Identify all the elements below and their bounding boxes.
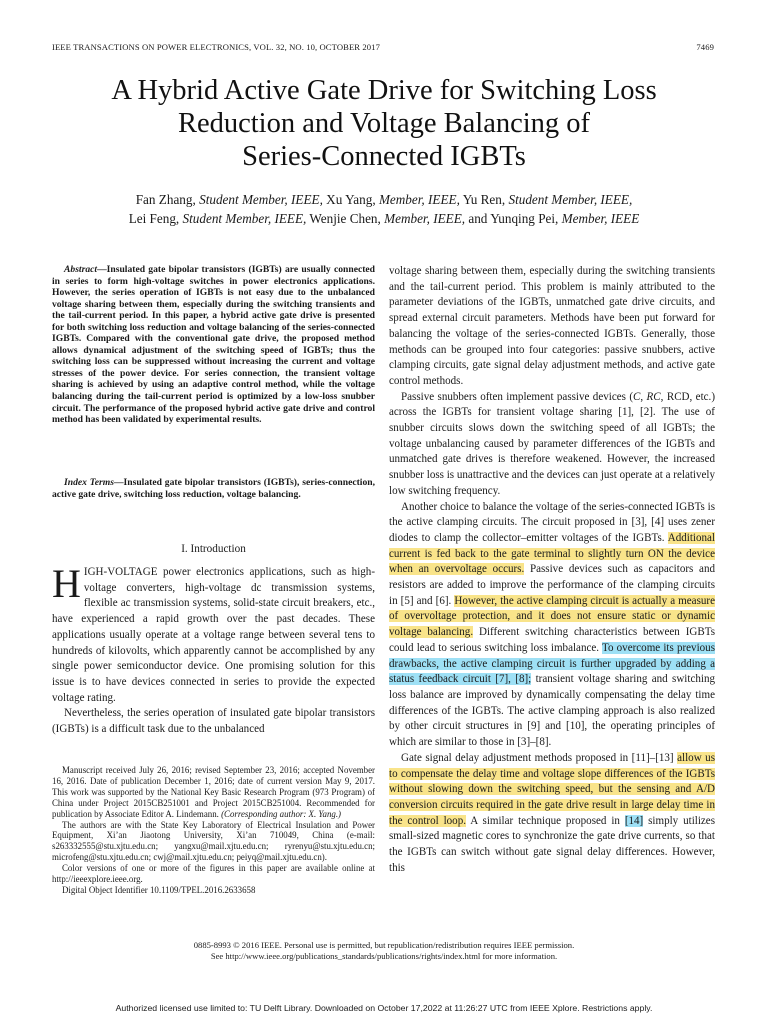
right-paragraph-4 [389,751,715,877]
right-paragraph-1: voltage sharing between them, especially during the switching transients and the tail-current period. This problem is mainly attributed to the parameter deviations of the IGBTs, unmatched gate drive circuits, and spread external circuit parameters. Methods have been put forward for balancing the voltage of the series-connected IGBTs. Generally, those methods can be grouped into four categories: passive snubbers, active clamping circuits, gate signal delay adjustment methods, and active gate control methods. [389,265,715,387]
text-run: , RCD, etc.) across the IGBTs for transient voltage sharing [1], [2]. The use of snubber circuits slows down the switching speed of all IGBTs; the voltage unbalancing caused by parameter differences of the IGBTs and unmatched gate drives is therefore weakened. However, the increased snubber loss is unattractive and the devices can just operate at a relatively low switching frequency. [389,390,715,497]
index-terms-label: Index Terms [64,477,114,488]
author-role: Member, IEEE [561,211,640,226]
footnote [52,765,375,896]
author-role: Student Member, IEEE, [508,192,633,207]
index-terms [52,477,375,500]
footnote-affiliation: The authors are with the State Key Laboratory of Electrical Insulation and Power Equipment, Xi’an Jiaotong University, Xi’an 710049, China (e-mail: s263332555@stu.xjtu.edu.cn; yangxu@mail.xjtu.edu.cn; ryrenyu@stu.xjtu.edu.cn; microfeng@stu.xjtu.edu.cn; cwj@mail.xjtu.edu.cn; peiyq@mail.xjtu.edu.cn). [52,819,375,863]
text-run: , [640,390,647,403]
author-line [40,190,728,209]
text-run: simply utilizes small-sized magnetic cores to synchronize the gate drive currents, so that the IGBTs can switch without gate signal delay differences. However, this [389,814,716,874]
author-name: Yu Ren, [462,192,506,207]
right-column [389,264,715,876]
author-role: Student Member, IEEE, [182,211,307,226]
author-name: Xu Yang, [326,192,376,207]
author-role: Student Member, IEEE, [199,192,323,207]
drop-cap: H [52,561,81,606]
title-line: Reduction and Voltage Balancing of [177,108,591,139]
author-list [40,190,728,228]
author-name: and Yunqing Pei, [468,211,559,226]
page-number: 7469 [696,42,714,52]
abstract-label: Abstract [64,264,98,275]
abstract-text: —Insulated gate bipolar transistors (IGBTs) are usually connected in series to form high-voltage switches in power electronics applications. However, the series operation of IGBTs is not easy due to the unbalanced voltage sharing between them, especially during the switching transients and the tail-current period. In this paper, a hybrid active gate drive is presented for both switching loss reduction and voltage balancing of the series-connected IGBTs. Compared with the conventional gate drive, the proposed method allows dynamical adjustment of the switching speed of IGBTs; thus the switching loss can be suppressed without increasing the current and voltage stresses of the power device. For series connection, the transient voltage sharing is achieved by using an adaptive control method, while the voltage balancing during the tail-current period is optimized by a low-loss snubber circuit. The performance of the proposed hybrid active gate drive and control method has been validated by experimental results. [52,264,375,426]
text-run: Gate signal delay adjustment methods proposed in [11]–[13] [401,751,678,764]
author-role: Member, IEEE, [384,211,466,226]
footnote-manuscript: Manuscript received July 26, 2016; revised September 23, 2016; accepted November 16, 2016. Date of publication December 1, 2016; date of current version May 9, 2017. This work was supported by the National Key Basic Research Program (973 Program) of China under Project 2015CB251001 and Project 2015CB251004. Recommended for publication by Associate Editor A. Lindemann. [52,765,375,819]
title-line: Series-Connected IGBTs [242,141,526,172]
author-name: Wenjie Chen, [309,211,381,226]
highlight-blue: [14] [624,814,644,827]
author-name: Fan Zhang, [135,192,196,207]
highlight-yellow: allow us to compensate the delay time and voltage slope differences of the IGBTs without slowing down the switching speed, but the sensing and A/D conversion circuits required in the gate drive result in large delay time in the control loop. [389,751,715,827]
footnote-color: Color versions of one or more of the figures in this paper are available online at http://ieeexplore.ieee.org. [52,863,375,885]
intro-paragraph-1: IGH-VOLTAGE power electronics applications, such as high-voltage converters, high-voltage dc transmission systems, flexible ac transmission systems, solid-state circuit breakers, etc., have experienced a rapid growth over the past decades. These applications usually operate at a voltage range between several tens to hundreds of kilovolts, which apparently cannot be accomplished by any single power semiconductor device. One promising solution for this issue is to have devices connected in series to provide the expected voltage rating. [52,566,375,704]
footnote-corresponding: (Corresponding author: X. Yang.) [221,808,341,819]
copyright-line: 0885-8993 © 2016 IEEE. Personal use is permitted, but republication/redistribution requires IEEE permission. [193,940,575,950]
author-line [40,209,728,228]
copyright-notice [40,940,728,962]
author-role: Member, IEEE, [378,192,460,207]
abstract [52,264,375,426]
journal-header: IEEE TRANSACTIONS ON POWER ELECTRONICS, VOL. 32, NO. 10, OCTOBER 2017 [52,42,380,52]
highlight-yellow: However, the active clamping circuit is actually a measure of overvoltage protection, and it does not ensure static or dynamic voltage balancing. [389,594,715,639]
text-run: Passive snubbers often implement passive devices ( [401,390,634,403]
introduction [52,561,375,738]
index-terms-text: —Insulated gate bipolar transistors (IGBTs), series-connection, active gate drive, switching loss reduction, voltage balancing. [52,477,375,500]
author-name: Lei Feng, [128,211,180,226]
text-run: C [633,390,641,403]
text-run: Passive devices such as capacitors and resistors are added to improve the performance of the clamping circuits in [5] and [6]. [389,563,715,607]
text-run: RC [646,390,661,403]
paper-title [40,74,728,173]
intro-paragraph-2: Nevertheless, the series operation of insulated gate bipolar transistors (IGBTs) is a difficult task due to the unbalanced [52,707,375,736]
authorized-use-note: Authorized licensed use limited to: TU Delft Library. Downloaded on October 17,2022 at 11:26:27 UTC from IEEE Xplore. Restrictions apply. [115,1003,653,1013]
highlight-blue: To overcome its previous drawbacks, the active clamping circuit is further upgraded by adding a status feedback circuit [7], [8]; [389,641,715,686]
copyright-line: See http://www.ieee.org/publications_standards/publications/rights/index.html for more information. [210,951,558,961]
text-run: Another choice to balance the voltage of the series-connected IGBTs is the active clamping circuits. The circuit proposed in [3], [4] uses zener diodes to clamp the collector–emitter voltages of the IGBTs. [389,500,715,544]
right-paragraph-3 [389,500,715,751]
section-heading: I. Introduction [181,543,246,555]
title-line: A Hybrid Active Gate Drive for Switching Loss [111,75,657,106]
text-run: Different switching characteristics between IGBTs could lead to serious switching loss imbalance. [389,626,716,654]
highlight-yellow: Additional current is fed back to the gate terminal to slightly turn ON the device when an overvoltage occurs. [389,531,715,576]
text-run: transient voltage sharing and switching loss balance are improved by dynamically compensating the delay time differences of the IGBTs. The active clamping approach is also realized by other circuit structures in [9] and [10], the operating principles of which are similar to those in [3]–[8]. [389,673,715,749]
text-run: A similar technique proposed in [465,814,625,827]
right-paragraph-2 [389,390,715,500]
footnote-doi: Digital Object Identifier 10.1109/TPEL.2016.2633658 [62,884,256,895]
